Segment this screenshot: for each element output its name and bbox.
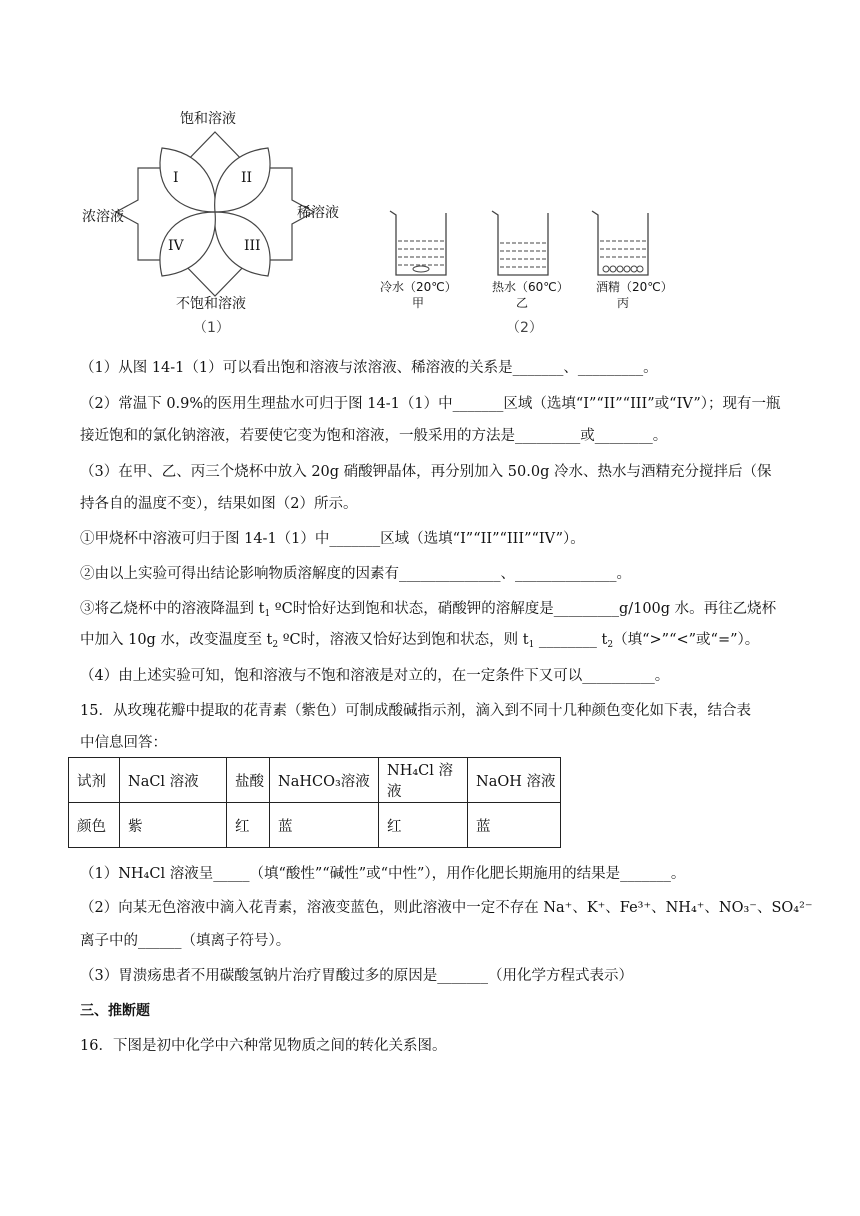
table-cell: 紫 <box>120 803 227 848</box>
q14-part3-item2: ②由以上实验可得出结论影响物质溶解度的因素有______________、______________。 <box>80 566 631 582</box>
region-iv-label: IV <box>168 238 184 254</box>
beaker-bing-label: 酒精（20℃） <box>596 280 673 294</box>
table-header-row <box>69 758 561 803</box>
beakers-diagram <box>380 205 680 285</box>
q14-part2-line1: （2）常温下 0.9%的医用生理盐水可归于图 14-1（1）中_______区域（选填“I”“II”“III”或“IV”）；现有一瓶 <box>80 396 781 412</box>
table-cell: NH₄Cl 溶液 <box>379 758 468 803</box>
beaker-jia <box>390 211 446 275</box>
q14-part3-item1: ①甲烧杯中溶液可归于图 14-1（1）中_______区域（选填“I”“II”“III”“IV”）。 <box>80 531 585 547</box>
q15-part1: （1）NH₄Cl 溶液呈_____（填“酸性”“碱性”或“中性”），用作化肥长期施用的结果是_______。 <box>80 866 686 882</box>
q15-stem-line1: 15．从玫瑰花瓣中提取的花青素（紫色）可制成酸碱指示剂，滴入到不同十几种颜色变化如下表，结合表 <box>80 703 751 719</box>
q16-stem: 16．下图是初中化学中六种常见物质之间的转化关系图。 <box>80 1038 447 1054</box>
petal-i <box>160 148 215 212</box>
petal-iii <box>215 212 270 276</box>
table-row <box>69 803 561 848</box>
figure1-caption: （1） <box>193 320 230 336</box>
beaker-jia-label: 冷水（20℃） <box>380 280 457 294</box>
q14-part3-item3-line1: ③将乙烧杯中的溶液降温到 $t_1$ ºC时恰好达到饱和状态，硝酸钾的溶解度是_________g/100g 水。再往乙烧杯 <box>80 601 777 619</box>
table-cell: NaCl 溶液 <box>120 758 227 803</box>
beaker-bing-name: 丙 <box>617 296 630 310</box>
q14-part3-line1: （3）在甲、乙、丙三个烧杯中放入 20g 硝酸钾晶体，再分别加入 50.0g 冷水、热水与酒精充分搅拌后（保 <box>80 464 772 480</box>
table-cell: 试剂 <box>69 758 120 803</box>
region-ii-label: II <box>241 170 253 186</box>
q14-part4: （4）由上述实验可知，饱和溶液与不饱和溶液是对立的，在一定条件下又可以__________。 <box>80 668 670 684</box>
table-cell: 蓝 <box>468 803 561 848</box>
beaker-yi-name: 乙 <box>516 296 529 310</box>
beaker-yi <box>492 211 548 275</box>
beaker-jia-name: 甲 <box>412 296 425 310</box>
q14-part3-line2: 持各自的温度不变），结果如图（2）所示。 <box>80 496 358 512</box>
table-cell: NaHCO₃溶液 <box>270 758 379 803</box>
q15-part2-line1: （2）向某无色溶液中滴入花青素，溶液变蓝色，则此溶液中一定不存在 Na⁺、K⁺、Fe³⁺、NH₄⁺、NO₃⁻、SO₄²⁻ <box>80 900 813 916</box>
label-unsaturated: 不饱和溶液 <box>176 296 246 312</box>
q14-part3-item3-line2: 中加入 10g 水，改变温度至 $t_2$ ºC时，溶液又恰好达到饱和状态，则 $t_1$ ________ $t_2$（填“>”“<”或“=”）。 <box>80 632 760 650</box>
table-cell: 红 <box>227 803 270 848</box>
table-cell: NaOH 溶液 <box>468 758 561 803</box>
region-i-label: I <box>173 170 179 186</box>
label-dilute: 稀溶液 <box>297 205 339 221</box>
beaker-bing <box>592 211 648 275</box>
label-saturated: 饱和溶液 <box>180 111 236 127</box>
indicator-table <box>68 757 561 848</box>
label-concentrated: 浓溶液 <box>82 209 124 225</box>
beaker-yi-label: 热水（60℃） <box>492 280 569 294</box>
q15-stem-line2: 中信息回答： <box>80 735 167 751</box>
q15-part3: （3）胃溃疡患者不用碳酸氢钠片治疗胃酸过多的原因是_______（用化学方程式表示） <box>80 968 633 984</box>
table-cell: 颜色 <box>69 803 120 848</box>
table-cell: 盐酸 <box>227 758 270 803</box>
q14-part1: （1）从图 14-1（1）可以看出饱和溶液与浓溶液、稀溶液的关系是_______、_________。 <box>80 360 658 376</box>
q15-part2-line2: 离子中的______（填离子符号）。 <box>80 933 291 949</box>
figure2-caption: （2） <box>506 320 543 336</box>
q14-part2-line2: 接近饱和的氯化钠溶液，若要使它变为饱和溶液，一般采用的方法是_________或________。 <box>80 428 668 444</box>
section-heading: 三、推断题 <box>80 1003 150 1019</box>
region-iii-label: III <box>244 238 261 254</box>
table-cell: 蓝 <box>270 803 379 848</box>
table-cell: 红 <box>379 803 468 848</box>
